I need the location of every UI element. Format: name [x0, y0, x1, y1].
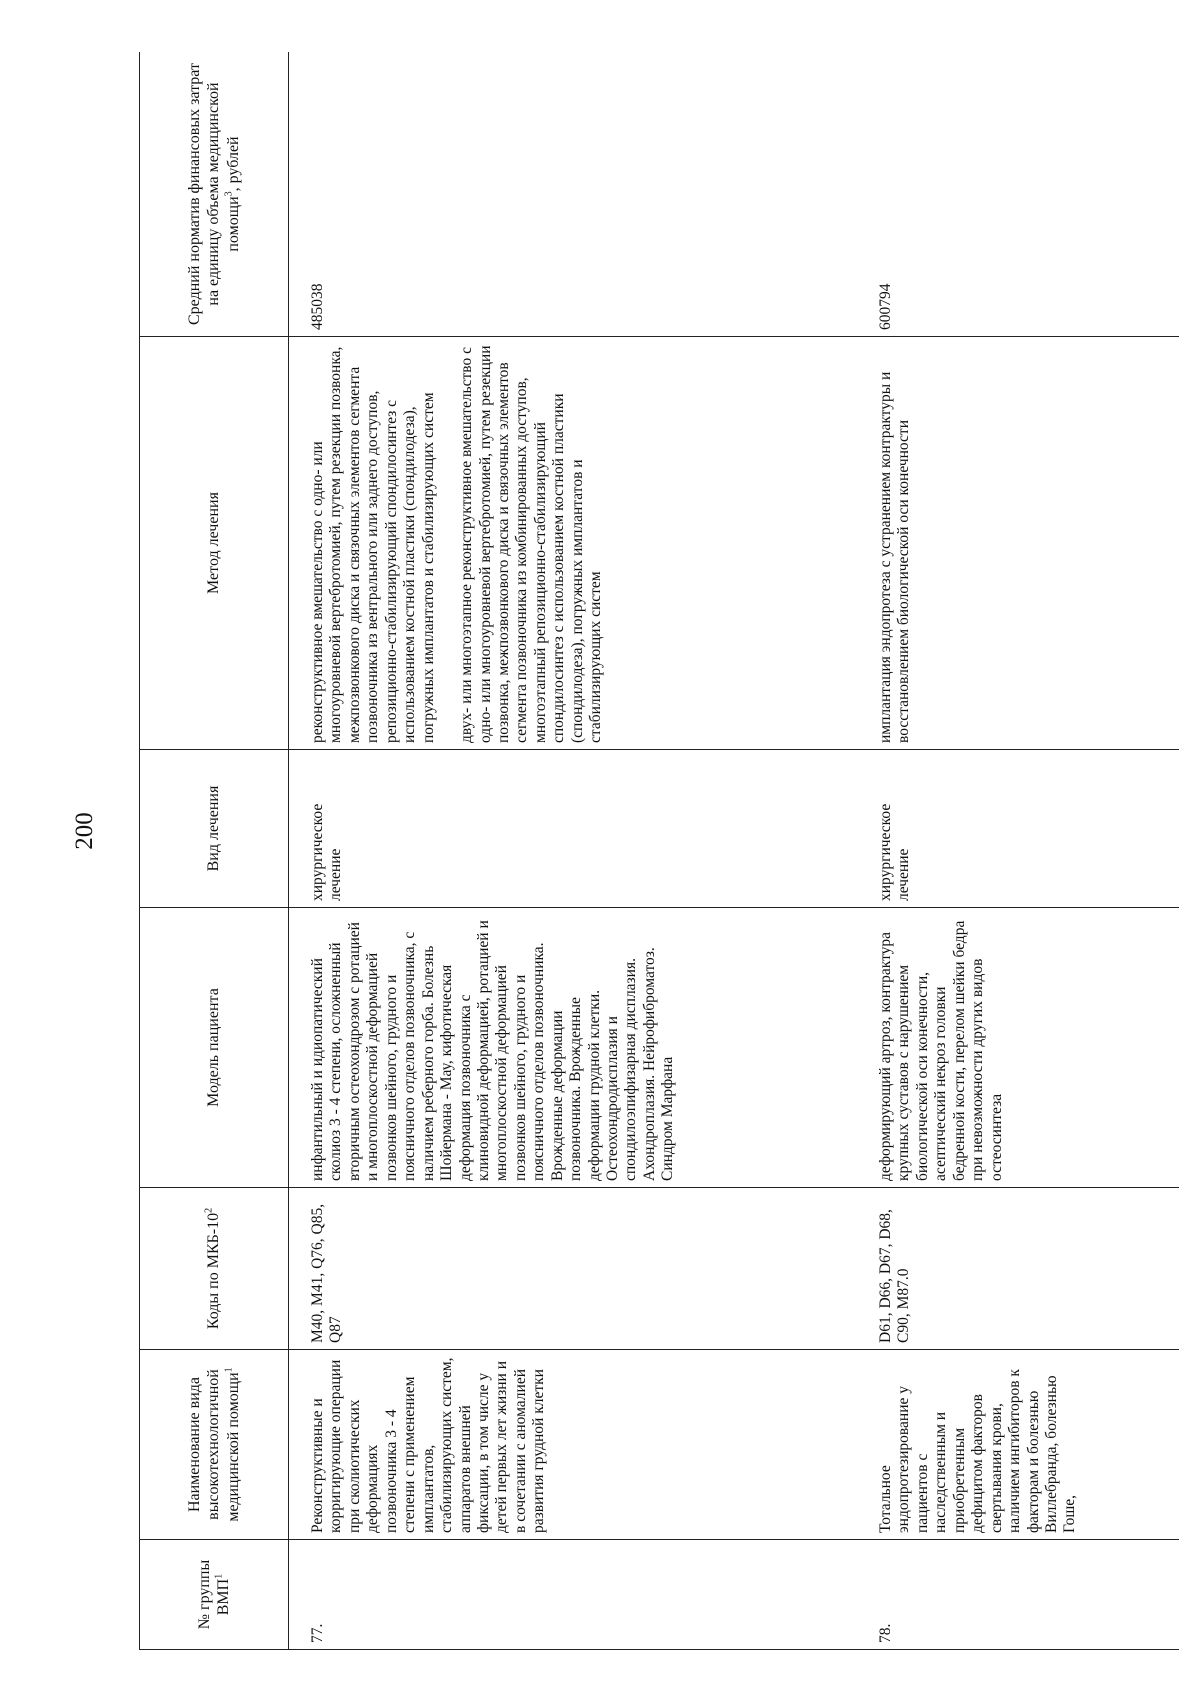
header-codes: Коды по МКБ-$10^2$: [140, 1188, 289, 1350]
cell-method: [857, 337, 1179, 750]
vmp-table: [139, 52, 1179, 1650]
cell-codes: D61, D66, D67, D68, C90, M87.0: [857, 1188, 1179, 1350]
cell-patient-model: инфантильный и идиопатический сколиоз 3 - 4 степени, осложненный вторичным остеохондрозом с ротацией и многоплоскостной деформацией позвонков шейного, грудного и поясничного отделов позвоночника, с наличием реберного горба. Болезнь Шойермана - Мау, кифотическая деформация позвоночника с клиновидной деформацией, ротацией и многоплоскостной деформацией позвонков шейного, грудного и поясничного отделов позвоночника. Врожденные деформации позвоночника. Врожденные деформации грудной клетки. Остеохондродисплазия и спондилоэпифизарная дисплазия. Ахондроплазия. Нейрофиброматоз. Синдром Марфана: [289, 908, 858, 1188]
method-text: двух- или многоэтапное реконструктивное вмешательство с одно- или многоуровневой вертебротомией, путем резекции позвонка, межпозвонкового диска и связочных элементов сегмента позвоночника из комбинированных доступов, многоэтапный репозиционно-стабилизирующий спондилосинтез с использованием костной пластики (спондилодеза), погружных имплантатов и стабилизирующих систем: [458, 345, 605, 743]
cell-group-no: 77.: [289, 1540, 858, 1650]
rotated-table-frame: [139, 52, 1179, 1650]
cell-codes: M40, M41, Q76, Q85, Q87: [289, 1188, 858, 1350]
cell-patient-model: деформирующий артроз, контрактура крупных суставов с нарушением биологической оси конечности, асептический некроз головки бедренной кости, перелом шейки бедра при невозможности других видов остеосинтеза: [857, 908, 1179, 1188]
table-row: [857, 52, 1179, 1650]
cell-treatment-type: хирургическое лечение: [289, 750, 858, 908]
cell-name: Реконструктивные и корригирующие операции при сколиотических деформациях позвоночника 3 - 4 степени с применением имплантатов, стабилизирующих систем, аппаратов внешней фиксации, в том числе у детей первых лет жизни и в сочетании с аномалией развития грудной клетки: [289, 1350, 858, 1540]
table-header-row: [140, 52, 289, 1650]
cell-treatment-type: хирургическое лечение: [857, 750, 1179, 908]
method-text: реконструктивное вмешательство с одно- или многоуровневой вертебротомией, путем резекции позвонка, межпозвонкового диска и связочных элементов сегмента позвоночника из вентрального или заднего доступов, репозиционно-стабилизирующий спондилосинтез с использованием костной пластики (спондилодеза), погружных имплантатов и стабилизирующих систем: [309, 346, 437, 743]
header-cost: Средний норматив финансовых затрат на единицу объема медицинской помощи$^3$, рублей: [140, 52, 289, 337]
header-group-no: № группы ВМП$^1$: [140, 1540, 289, 1650]
cell-name: Тотальное эндопротезирование у пациентов с наследственным и приобретенным дефицитом факторов свертывания крови, наличием ингибиторов к факторам и болезнью Виллебранда, болезнью Гоше,: [857, 1350, 1179, 1540]
method-text: имплантация эндопротеза с устранением контрактуры и восстановлением биологической оси конечности: [877, 371, 913, 743]
header-patient-model: Модель пациента: [140, 908, 289, 1188]
page-number: 200: [71, 812, 98, 850]
header-treatment-type: Вид лечения: [140, 750, 289, 908]
cell-method: [289, 337, 858, 750]
cell-cost: 485038: [289, 52, 858, 337]
table-row: [289, 52, 858, 1650]
header-name: Наименование вида высокотехнологичной медицинской помощи$^1$: [140, 1350, 289, 1540]
cell-cost: 600794: [857, 52, 1179, 337]
cell-group-no: 78.: [857, 1540, 1179, 1650]
header-method: Метод лечения: [140, 337, 289, 750]
